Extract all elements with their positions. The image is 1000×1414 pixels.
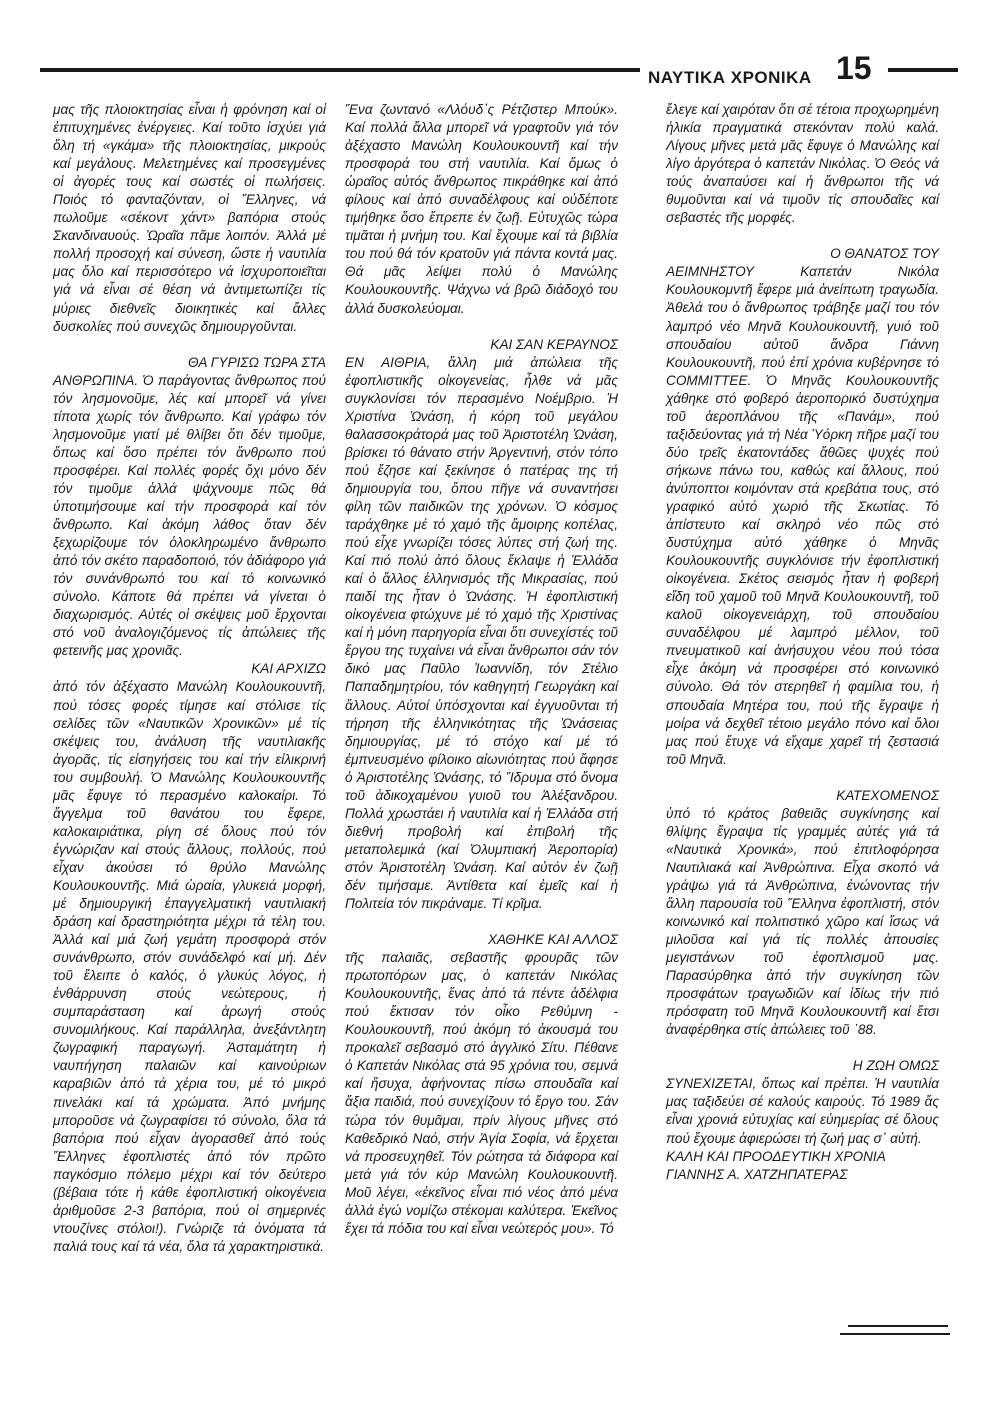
col3-heading-3: Η ΖΩΗ ΟΜΩΣ	[852, 1058, 939, 1074]
col2-paragraph-1: Ἕνα ζωντανό «Λλόυδ᾽ς Ρέτζιστερ Μπούκ». Καί πολλά ἄλλα μπορεῖ νά γραφτοῦν γιά τόν ἀξέχαστο Μανώλη Κουλουκουντῆ καί τήν προσφορά του στή ναυτιλία. Καί ὅμως ὁ ὡραῖος αὐτός ἄνθρωπος πικράθηκε καί ἀπό φίλους καί ἀπό συναδέλφους καί οὐδέποτε τιμήθηκε ὅσο ἔπρεπε ἐν ζωῇ. Εὐτυχῶς τώρα τιμᾶται ἡ μνήμη του. Καί ἔχουμε καί τά βιβλία του πού θά τόν κρατοῦν γιά πάντα κοντά μας. Θά μᾶς λείψει πολύ ὁ Μανώλης Κουλουκουντῆς. Ψάχνω νά βρῶ διάδοχό του ἀλλά δυσκολεύομαι.	[345, 102, 618, 316]
col3-paragraph-4: ΣΥΝΕΧΙΖΕΤΑΙ, ὅπως καί πρέπει. Ἡ ναυτιλία μας ταξιδεύει σέ καλούς καιρούς. Τό 1989 ἄς εἶναι χρονιά εὐτυχίας καί εὐημερίας σέ ὅλους πού ἔχουμε ἀφιερώσει τή ζωή μας σ᾽ αὐτή.	[666, 1076, 939, 1146]
col1-heading-1: ΘΑ ΓΥΡΙΣΩ ΤΩΡΑ ΣΤΑ	[187, 354, 326, 370]
col1-paragraph-1: μας τῆς πλοιοκτησίας εἶναι ἡ φρόνηση καί οἱ ἐπιτυχημένες ἐνέργειες. Καί τοῦτο ἰσχύει γιά ὅλη τή «γκάμα» τῆς πλοιοκτησίας, μικρούς καί μεγάλους. Μελετημένες καί προσεγμένες οἱ ἀγορές τους καί σωστές οἱ πωλήσεις. Ποιός τό φανταζόνταν, οἱ Ἕλληνες, νά πωλοῦμε «σέκοντ χάντ» βαπόρια στούς Σκανδιναυούς. Ὡραῖα πᾶμε λοιπόν. Ἀλλά μέ πολλή προσοχή καί σύνεση, ὥστε ἡ ναυτιλία μας ὅλο καί περισσότερο νά ἰσχυροποιεῖται γιά νά εἶναι σέ θέση νά ἀντιμετωπίζει τίς μύριες διεθνεῖς διοικητικές καί ἄλλες δυσκολίες πού συνεχῶς δημιουργοῦνται.	[53, 102, 326, 334]
header-rule-right	[888, 68, 958, 72]
author-signature: ΓΙΑΝΝΗΣ Α. ΧΑΤΖΗΠΑΤΕΡΑΣ	[666, 1166, 848, 1182]
col3-heading-2: ΚΑΤΕΧΟΜΕΝΟΣ	[836, 787, 939, 803]
col2-heading-2: ΧΑΘΗΚΕ ΚΑΙ ΑΛΛΟΣ	[487, 932, 618, 948]
col1-paragraph-3: ἀπό τόν ἀξέχαστο Μανώλη Κουλουκουντῆ, πού τόσες φορές τίμησε καί στόλισε τίς σελίδες τῶν «Ναυτικῶν Χρονικῶν» μέ τίς σκέψεις του, ἀνάλυση τῆς ναυτιλιακῆς ἀγορᾶς, τίς εἰσηγήσεις του καί τήν εἰλικρινή του συμβουλή. Ὁ Μανώλης Κουλουκουντῆς μᾶς ἔφυγε τό περασμένο καλοκαίρι. Τό ἄγγελμα τοῦ θανάτου του ἔφερε, καλοκαιριάτικα, ρίγη σέ ὅλους πού τόν ἐγνώριζαν καί στούς ἄλλους, πολλούς, πού εἶχαν ἀκούσει τό θρύλο Μανώλης Κουλουκουντῆς. Μιά ὡραία, γλυκειά μορφή, μέ δημιουργική ἐπαγγελματική ναυτιλιακή δράση καί δραστηριότητα μέχρι τά τέλη του. Ἀλλά καί μιά ζωή γεμάτη προσφορά στόν συνάνθρωπο, στόν συνάδελφό καί μή. Δέν τοῦ ἔλειπε ὁ καλός, ὁ γλυκύς λόγος, ἡ ἐνθάρρυνση στούς νεώτερους, ἡ συμπαράσταση καί ἀρωγή στούς συνομιλήκους. Καί παράλληλα, ἀνεξάντλητη ζωγραφική παραγωγή. Ἀσταμάτητη ἡ ναυπήγηση παλαιῶν καί καινούριων καραβιῶν ἀπό τά χέρια του, μέ τό μικρό πινελάκι καί τά χρώματα. Ἀπό μνήμης μποροῦσε νά ζωγραφίσει τό σύνολο, ὅλα τά βαπόρια πού εἶχαν ἀγορασθεῖ ἀπό τούς Ἕλληνες ἐφοπλιστές ἀπό τόν πρῶτο παγκόσμιο πόλεμο μέχρι καί τόν δεύτερο (βέβαια τότε ἡ κάθε ἐφοπλιστική οἰκογένεια ἀριθμοῦσε 2-3 βαπόρια, πού οἱ σημερινές ντουζίνες στόλοι!). Γνώριζε τά ὀνόματα τά παλιά τους καί τά νέα, ὅλα τά χαρακτηριστικά.	[53, 679, 326, 1254]
end-rule-bottom	[840, 1333, 950, 1335]
col2-paragraph-3: τῆς παλαιᾶς, σεβαστῆς φρουρᾶς τῶν πρωτοπόρων μας, ὁ καπετάν Νικόλας Κουλουκουντῆς, ἕνας ἀπό τά πέντε ἀδέλφια πού ἔκτισαν τόν οἶκο Ρεθύμνη - Κουλουκουντῆ, πού ἀκόμη τό ἀκουσμά του προκαλεῖ σεβασμό στό ἀγγλικό Σίτυ. Πέθανε ὁ Καπετάν Νικόλας στά 95 χρόνια του, σεμνά καί ἥσυχα, ἀφήνοντας πίσω σπουδαῖα καί ἄξια παιδιά, πού συνεχίζουν τό ἔργο του. Σάν τώρα τόν θυμᾶμαι, πρίν λίγους μῆνες στό Καθεδρικό Ναό, στήν Ἁγία Σοφία, νά ἔρχεται νά προσευχηθεῖ. Τόν ρώτησα τά διάφορα καί μετά γιά τόν κύρ Μανώλη Κουλουκουντῆ. Μοῦ λέγει, «ἐκεῖνος εἶναι πιό νέος ἀπό μένα ἀλλά ἐγώ νομίζω στέκομαι καλύτερα. Ἐκεῖνος ἔχει τά πόδια του καί εἶναι νεώτερός μου». Τό	[345, 950, 618, 1236]
col3-paragraph-1: ἔλεγε καί χαιρόταν ὅτι σέ τέτοια προχωρημένη ἡλικία πραγματικά στεκόνταν πολύ καλά. Λίγους μῆνες μετά μᾶς ἔφυγε ὁ Μανώλης καί λίγο ἀργότερα ὁ καπετάν Νικόλας. Ὁ Θεός νά τούς ἀναπαύσει καί ἡ ἄνθρωποι τῆς νά θυμοῦνται καί νά τιμοῦν τίς σπουδαῖες καί σεβαστές τῆς μορφές.	[666, 102, 939, 226]
col3-paragraph-3: ὑπό τό κράτος βαθειᾶς συγκίνησης καί θλίψης ἔγραψα τίς γραμμές αὐτές γιά τά «Ναυτικά Χρονικά», πού ἐπιτλοφόρησα Ναυτιλιακά καί Ἀνθρώπινα. Εἶχα σκοπό νά γράψω γιά τά Ἀνθρώπινα, ἐνώνοντας τήν ἄλλη παρουσία τοῦ Ἕλληνα ἐφοπλιστή, στόν κοινωνικό καί πολιτιστικό χῶρο καί ἴσως νά μιλοῦσα καί γιά τίς πολλές ἀπουσίες μεγιστάνων τοῦ ἐφοπλισμοῦ μας. Παρασύρθηκα ἀπό τήν συγκίνηση τῶν προσφάτων τραγωδιῶν καί ἰδίως τήν πιό πρόσφατη τοῦ Μηνᾶ Κουλουκουντῆ καί ἔτσι ἀναφέρθηκα στίς ἀπώλειες τοῦ ᾿88.	[666, 805, 939, 1038]
column-2	[345, 101, 618, 1238]
closing-greeting: ΚΑΛΗ ΚΑΙ ΠΡΟΟΔΕΥΤΙΚΗ ΧΡΟΝΙΑ	[666, 1148, 886, 1164]
col1-paragraph-2: ΑΝΘΡΩΠΙΝΑ. Ὁ παράγοντας ἄνθρωπος πού τόν λησμονοῦμε, λές καί μπορεῖ νά γίνει τίποτα χωρίς τόν ἄνθρωπο. Καί γράφω τόν λησμονοῦμε γιατί μέ θλίβει ὅτι δέν τιμοῦμε, ὅπως καί ὅσο πρέπει τόν ἄνθρωπο πού προσφέρει. Καί πολλές φορές ὄχι μόνο δέν τόν τιμοῦμε ἀλλά ψάχνουμε πῶς θά ὑποτιμήσουμε καί τήν προσφορά καί τόν ἄνθρωπο. Καί ἀκόμη λάθος ὅταν δέν ξεχωρίζουμε τόν ὁλοκληρωμένο ἄνθρωπο ἀπό τόν σκέτο παραδοποιό, τόν ἀδιάφορο γιά τόν συνάνθρωπό του καί τό κοινωνικό σύνολο. Κάποτε θά πρέπει νά γίνεται ὁ διαχωρισμός. Αὐτές οἱ σκέψεις μοῦ ἔρχονται στό νοῦ ἀναλογιζόμενος τίς ἀπώλειες τῆς φετεινῆς μας χρονιᾶς.	[53, 372, 326, 659]
col3-heading-1: Ο ΘΑΝΑΤΟΣ ΤΟΥ	[830, 246, 939, 262]
col3-paragraph-2: ΑΕΙΜΝΗΣΤΟΥ Καπετάν Νικόλα Κουλουκομντῆ ἔφερε μιά ἀνείπωτη τραγωδία. Ἀθελά του ὁ ἄνθρωπος τράβηξε μαζί του τόν λαμπρό νέο Μηνᾶ Κουλουκουντῆ, γυιό τοῦ σπουδαίου αὐτοῦ ἄνδρα Γιάννη Κουλουκουντῆ, πού ἐπί χρόνια κυβέρνησε τό COMMITTEE. Ὁ Μηνᾶς Κουλουκουντῆς χάθηκε στό φοβερό ἀεροπορικό δυστύχημα τοῦ ἀεροπλάνου τῆς «Πανάμ», πού ταξιδεύοντας γιά τή Νέα Ὑόρκη πῆρε μαζί του δύο τρεῖς ἑκατοντάδες ἄθῶες ψυχές πού σήκωνε πάνω του, καθώς καί ἄλλους, πού ἀνύποπτοι κοιμόνταν στά κρεβάτια τους, στό γραφικό αὐτό χωριό τῆς Σκωτίας. Τό ἀπίστευτο καί σκληρό νέο πῶς στό δυστύχημα αὐτό χάθηκε ὁ Μηνᾶς Κουλουκουντῆς συγκλόνισε τήν ἐφοπλιστική οἰκογένεια. Σκέτος σεισμός ἦταν ἡ φοβερή εἴδη τοῦ χαμοῦ τοῦ Μηνᾶ Κουλουκουντῆ, τοῦ καλοῦ οἰκογενειάρχη, τοῦ σπουδαίου συναδέλφου μέ λαμπρό μέλλον, τοῦ πνευματικοῦ καί ἀνήσυχου νέου πού τόσα εἶχε ἀκόμη νά προσφέρει στό κοινωνικό σύνολο. Θά τόν στερηθεῖ ἡ φαμίλια του, ἡ σπουδαία Μητέρα του, πού τῆς ἔγραψε ἡ μοίρα νά δεχθεῖ τέτοιο μεγάλο πόνο καί ὅλοι μας πού ἔτυχε νά εἴχαμε χαρεῖ τή ζεστασιά τοῦ Μηνᾶ.	[666, 264, 939, 767]
col2-paragraph-2: ΕΝ ΑΙΘΡΙΑ, ἄλλη μιά ἀπώλεια τῆς ἐφοπλιστικῆς οἰκογενείας, ἦλθε νά μᾶς συγκλονίσει τόν περασμένο Νοέμβριο. Ἡ Χριστίνα Ὠνάση, ἡ κόρη τοῦ μεγάλου θαλασσοκράτορά μας τοῦ Ἀριστοτέλη Ὠνάση, βρίσκει τό θάνατο στήν Ἀργεντινή, στόν τόπο πού ἔζησε καί ξεκίνησε ὁ πατέρας της τή δημιουργία του, ὅπου πῆγε νά συναντήσει φίλη τῶν παιδικῶν της χρόνων. Ὁ κόσμος ταράχθηκε μέ τό χαμό τῆς ἄμοιρης κοπέλας, πού εἶχε γνωρίζει τόσες λύπες στή ζωή της. Καί πιό πολύ ἀπό ὅλους ἔκλαψε ἡ Ἑλλάδα καί ὁ ἄλλος ἑλληνισμός τῆς Μικρασίας, πού παιδί της ἦταν ὁ Ὠνάσης. Ἡ ἐφοπλιστική οἰκογένεια φτώχυνε μέ τό χαμό τῆς Χριστίνας καί ἡ μόνη παρηγορία εἶναι ὅτι συνεχίστές τοῦ ἔργου της τυχαίνει νά εἶναι ἄνθρωποι σάν τόν δικό μας Παῦλο Ἰωαννίδη, τόν Στέλιο Παπαδημητρίου, τόν καθηγητή Γεωργάκη καί ἄλλους. Αὐτοί ὑπόσχονται καί ἐγγυοῦνται τή τήρηση τῆς ἑλληνικότητας τῆς Ὠνάσειας δημιουργίας, μέ τό στόχο καί μέ τό ἐμπνευσμένο φίλοικο αἰωνιότητας πού ἄφησε ὁ Ἀριστοτέλης Ὠνάσης, τό Ἵδρυμα στό ὄνομα τοῦ ἀδικοχαμένου γυιοῦ του Ἀλέξανδρου. Πολλά χρωστάει ἡ ναυτιλία καί ἡ Ἑλλάδα στή διεθνή προβολή καί ἐπιβολή τῆς μεταπολεμικά (καί Ὀλυμπιακή Ἀεροπορία) στόν Ἀριστοτέλη Ὠνάση. Καί αὐτόν ἐν ζωῇ δέν τιμήσαμε. Ἀντίθετα καί ἐμεῖς καί ἡ Πολιτεία τόν πικράναμε. Τί κρῖμα.	[345, 354, 618, 912]
masthead: ΝΑΥΤΙΚΑ ΧΡΟΝΙΚΑ	[648, 68, 812, 87]
col1-heading-2: ΚΑΙ ΑΡΧΙΖΩ	[251, 661, 326, 677]
col2-heading-1: ΚΑΙ ΣΑΝ ΚΕΡΑΥΝΟΣ	[490, 336, 618, 352]
end-rule-top	[848, 1325, 948, 1327]
header-rule-left	[40, 68, 640, 72]
column-1	[53, 101, 326, 1256]
column-3	[666, 101, 939, 1184]
page-number: 15	[836, 50, 872, 86]
